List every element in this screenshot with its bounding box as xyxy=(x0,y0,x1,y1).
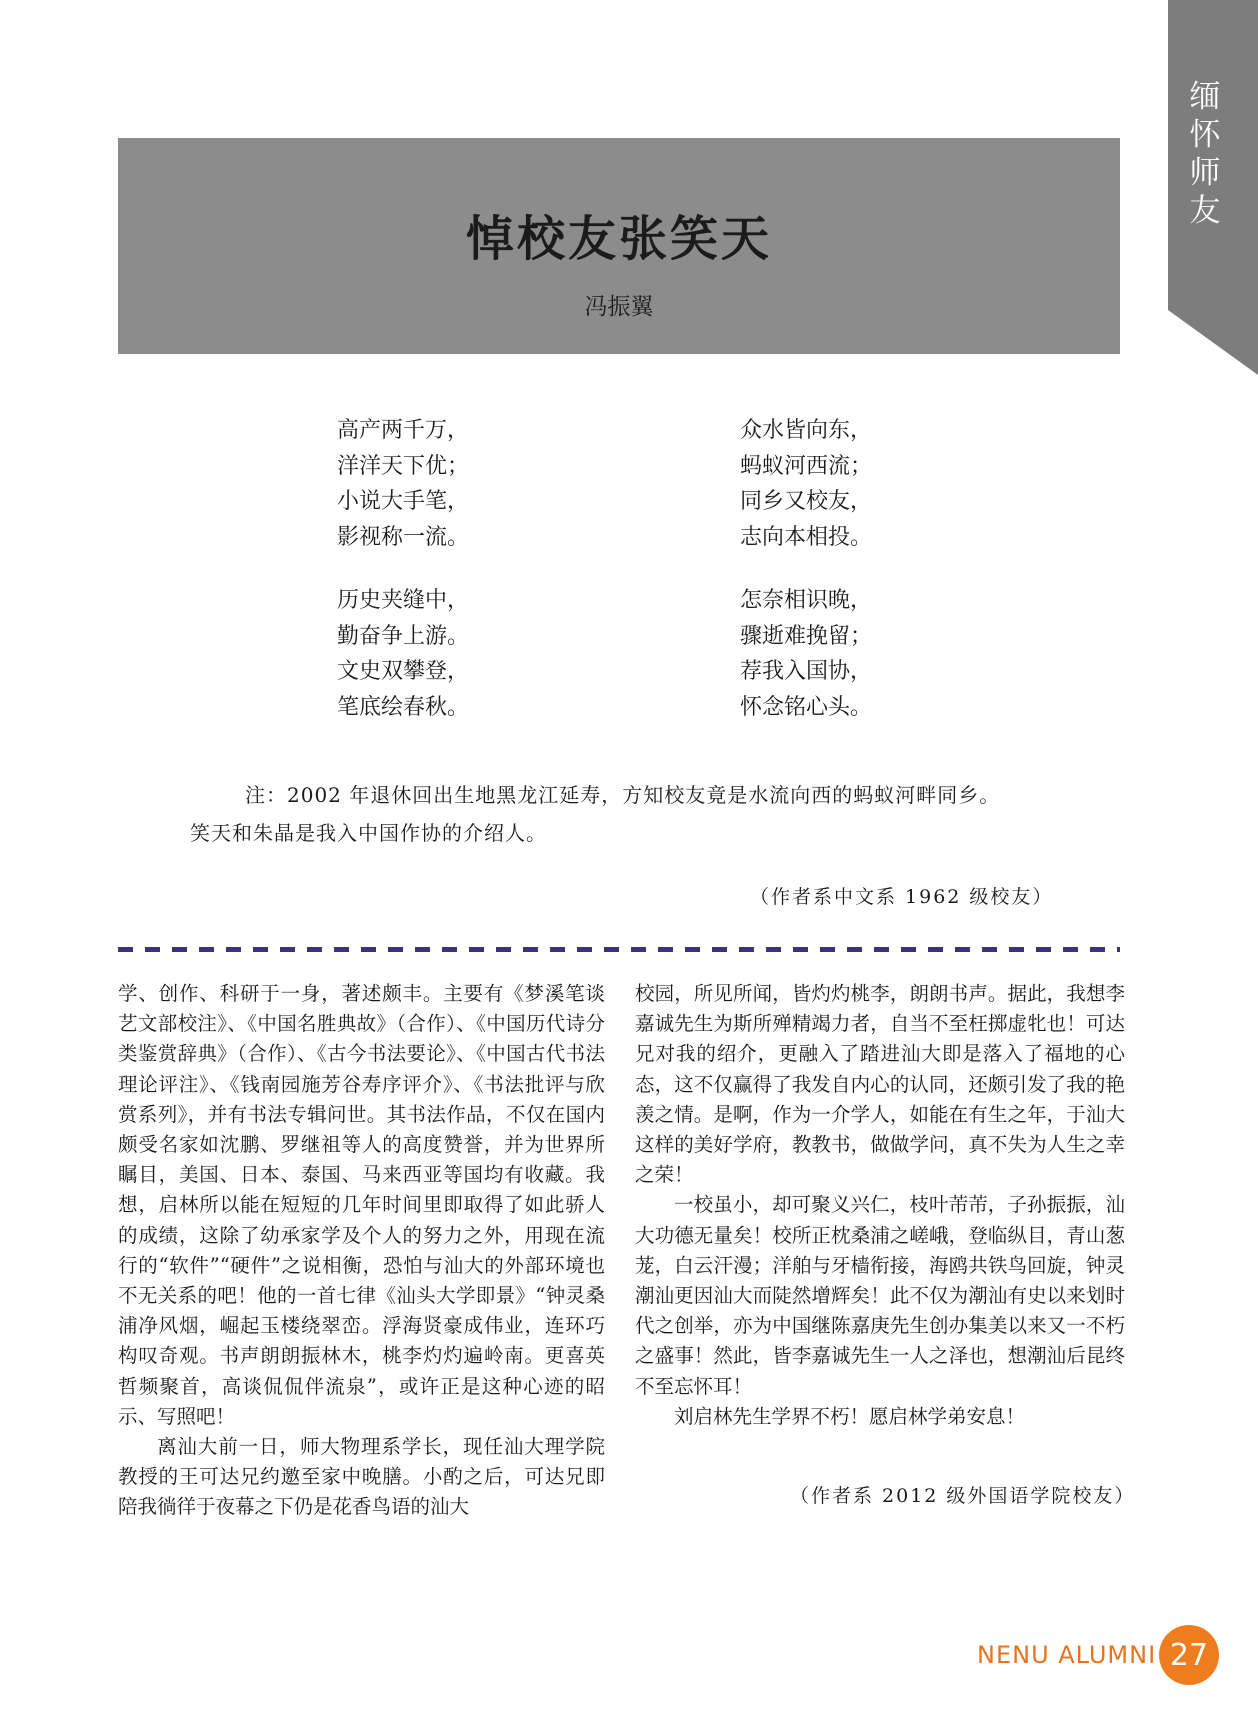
author-credit: （作者系 2012 级外国语学院校友） xyxy=(790,1485,1136,1507)
note-paragraph: 笑天和朱晶是我入中国作协的介绍人。 xyxy=(190,821,547,845)
poem-line: 同乡又校友， xyxy=(740,489,873,514)
magazine-brand: NENU ALUMNI xyxy=(977,1641,1157,1669)
section-tab-char: 师 xyxy=(1189,155,1221,191)
poem-line: 荐我入国协， xyxy=(740,659,873,684)
article-title: 悼校友张笑天 xyxy=(465,211,772,267)
poem-stanza xyxy=(740,413,872,555)
poem-line: 勤奋争上游。 xyxy=(337,623,470,649)
poem-line: 洋洋天下优； xyxy=(337,453,470,479)
article-paragraph: 校园，所见所闻，皆灼灼桃李，朗朗书声。据此，我想李嘉诚先生为斯所殚精竭力者，自当不至枉掷虚牝也！可达兄对我的绍介，更融入了踏进汕大即是落入了福地的心态，这不仅赢得了我发自内心的认同，还颇引发了我的艳羡之情。是啊，作为一介学人，如能在有生之年，于汕大这样的美好学府，教教书，做做学问，真不失为人生之幸之荣！ xyxy=(635,982,1125,1187)
poem-line: 志向本相投。 xyxy=(740,524,873,550)
poem-line: 小说大手笔， xyxy=(337,489,470,514)
poem-line: 骤逝难挽留； xyxy=(740,623,873,649)
author-credit: （作者系中文系 1962 级校友） xyxy=(750,886,1054,908)
section-divider xyxy=(118,947,1120,952)
article-paragraph: 一校虽小，却可聚义兴仁，枝叶芾芾，子孙振振，汕大功德无量矣！校所正枕桑浦之嵯峨，登临纵目，青山葱茏，白云汗漫；洋舶与牙樯衔接，海鸥共铁鸟回旋，钟灵潮汕更因汕大而陡然增辉矣！此不仅为潮汕有史以来划时代之创举，亦为中国继陈嘉庚先生创办集美以来又一不朽之盛事！然此，皆李嘉诚先生一人之泽也，想潮汕后昆终不至忘怀耳！ xyxy=(635,1193,1125,1398)
section-tab-char: 友 xyxy=(1189,193,1221,229)
poem-left-column xyxy=(337,413,469,753)
note-paragraph: 注：2002 年退休回出生地黑龙江延寿，方知校友竟是水流向西的蚂蚁河畔同乡。 xyxy=(245,783,1001,807)
poem-line: 怀念铭心头。 xyxy=(740,694,873,720)
poem-note xyxy=(190,776,1090,852)
poem-line: 怎奈相识晚， xyxy=(740,588,873,613)
poem-line: 笔底绘春秋。 xyxy=(337,694,470,720)
article-author: 冯振翼 xyxy=(584,294,654,320)
article-paragraph: 离汕大前一日，师大物理系学长，现任汕大理学院教授的王可达兄约邀至家中晚膳。小酌之后，可达兄即陪我徜徉于夜幕之下仍是花香鸟语的汕大 xyxy=(118,1435,605,1519)
section-tab-char: 怀 xyxy=(1189,117,1221,153)
poem-line: 高产两千万， xyxy=(337,418,470,443)
article-paragraph: 学、创作、科研于一身，著述颇丰。主要有《梦溪笔谈艺文部校注》、《中国名胜典故》（合作）、《中国历代诗分类鉴赏辞典》（合作）、《古今书法要论》、《中国古代书法理论评注》、《钱南园施芳谷寿序评介》、《书法批评与欣赏系列》，并有书法专辑问世。其书法作品，不仅在国内颇受名家如沈鹏、罗继祖等人的高度赞誉，并为世界所瞩目，美国、日本、泰国、马来西亚等国均有收藏。我想，启林所以能在短短的几年时间里即取得了如此骄人的成绩，这除了幼承家学及个人的努力之外，用现在流行的“软件”“硬件”之说相衡，恐怕与汕大的外部环境也不无关系的吧！他的一首七律《汕头大学即景》“钟灵桑浦净风烟，崛起玉楼绕翠峦。浮海贤豪成伟业，连环巧构叹奇观。书声朗朗振林木，桃李灼灼遍岭南。更喜英哲频聚首，高谈侃侃伴流泉”，或许正是这种心迹的昭示、写照吧！ xyxy=(118,982,605,1428)
article-column-right xyxy=(635,979,1125,1432)
section-tab-label xyxy=(1185,78,1225,230)
poem-line: 蚂蚁河西流； xyxy=(740,453,873,479)
article-paragraph: 刘启林先生学界不朽！愿启林学弟安息！ xyxy=(674,1404,1026,1428)
poem-stanza xyxy=(337,583,469,725)
poem-line: 众水皆向东， xyxy=(740,418,873,443)
section-tab-char: 缅 xyxy=(1189,79,1221,115)
poem-stanza xyxy=(740,583,872,725)
article-column-left xyxy=(118,979,605,1523)
poem-right-column xyxy=(740,413,872,753)
title-banner xyxy=(118,138,1120,354)
page-number: 27 xyxy=(1159,1625,1219,1685)
poem-line: 历史夹缝中， xyxy=(337,588,470,613)
poem-stanza xyxy=(337,413,469,555)
poem-line: 文史双攀登， xyxy=(337,659,470,684)
poem-line: 影视称一流。 xyxy=(337,524,470,550)
